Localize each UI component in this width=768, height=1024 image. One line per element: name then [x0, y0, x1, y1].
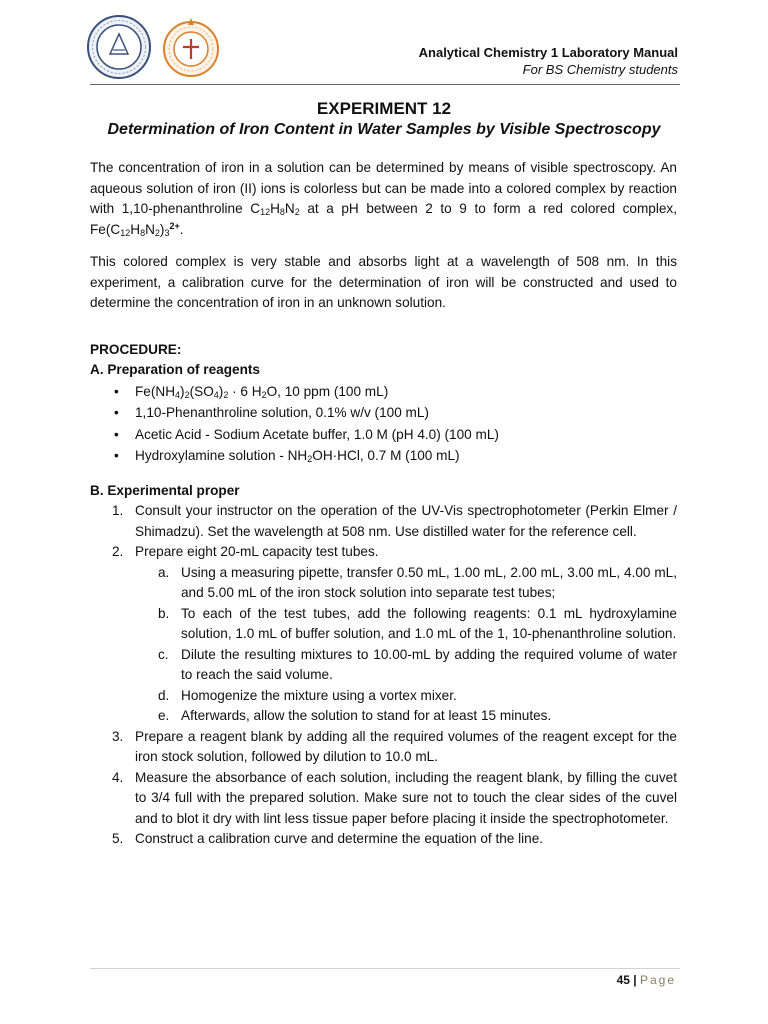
intro-paragraph-1: The concentration of iron in a solution can be determined by means of visible spectroscopy. An aqueous solution of iron (II) ions is colorless but can be made into a colored complex by reaction with 1,10-phenanthroline $C_{12}H_8N_2$ at a pH between 2 to 9 to form a red colored complex, $Fe(C_{12}H_8N_2)_3^{2+}$.	[90, 160, 677, 238]
list-item: e. Afterwards, allow the solution to stand for at least 15 minutes.	[158, 708, 552, 723]
intro-paragraph-2: This colored complex is very stable and absorbs light at a wavelength of 508 nm. In this experiment, a calibration curve for the determination of iron will be constructed and used to determine the concentration of iron in an unknown solution.	[90, 254, 677, 310]
list-item: b. To each of the test tubes, add the following reagents: 0.1 mL hydroxylamine solution, 1.0 mL of buffer solution, and 1.0 mL of the 1, 10-phenanthroline solution.	[158, 605, 677, 641]
list-item: • $Fe(NH_4)_2(SO_4)_2 \cdot 6$ $H_2O$, 10 ppm (100 mL)	[90, 381, 677, 403]
running-header	[419, 44, 678, 78]
list-item: • 1,10-Phenanthroline solution, 0.1% w/v (100 mL)	[90, 402, 677, 424]
footer-separator: |	[633, 973, 637, 987]
list-item: c. Dilute the resulting mixtures to 10.00-mL by adding the required volume of water to reach the said volume.	[158, 646, 677, 682]
college-seal-icon	[158, 14, 224, 80]
experiment-title: Determination of Iron Content in Water Samples by Visible Spectroscopy	[107, 121, 661, 138]
reagent-list	[90, 381, 677, 467]
header-logos	[86, 14, 224, 80]
list-item: • Hydroxylamine solution - $NH_2OH\cdot HCl$, 0.7 M (100 mL)	[90, 445, 677, 467]
page-label: Page	[639, 973, 676, 987]
section-b-heading: B. Experimental proper	[90, 482, 240, 498]
list-item: 2. Prepare eight 20-mL capacity test tubes. a. Using a measuring pipette, transfer 0.50 mL, 1.00 mL, 2.00 mL, 3.00 mL, 4.00 mL, and 5.00 mL of the iron stock solution into separate test tubes; b. To each of the test tubes, add the following reagents: 0.1 mL hydroxylamine solution, 1.0 mL of buffer solution, and 1.0 mL of the 1, 10-phenanthroline solution. c. Dilute the resulting mixtures to 10.00-mL by adding the required volume of water to reach the said volume. d. Homogenize the mixture using a vortex mixer. e. Afterwards, allow the solution to stand for at least 15 minutes.	[90, 542, 677, 727]
list-item: a. Using a measuring pipette, transfer 0.50 mL, 1.00 mL, 2.00 mL, 3.00 mL, 4.00 mL, and 5.00 mL of the iron stock solution into separate test tubes;	[158, 564, 677, 600]
manual-audience: For BS Chemistry students	[522, 62, 678, 77]
header-divider	[90, 84, 680, 85]
list-item: 3. Prepare a reagent blank by adding all the required volumes of the reagent except for the iron stock solution, followed by dilution to 10.0 mL.	[112, 728, 677, 764]
footer-divider	[90, 968, 680, 969]
experiment-number: EXPERIMENT 12	[316, 99, 452, 118]
university-seal-icon	[86, 14, 152, 80]
list-item: 4. Measure the absorbance of each solution, including the reagent blank, by filling the cuvet to 3/4 full with the prepared solution. Make sure not to touch the clear sides of the cuvel and to blot it dry with lint less tissue paper before placing it inside the spectrophotometer.	[112, 769, 677, 826]
list-item: 1. Consult your instructor on the operation of the UV-Vis spectrophotometer (Perkin Elmer / Shimadzu). Set the wavelength at 508 nm. Use distilled water for the reference cell.	[112, 503, 677, 539]
page-number: 45	[616, 973, 630, 987]
section-a-heading: A. Preparation of reagents	[90, 362, 260, 377]
manual-title: Analytical Chemistry 1 Laboratory Manual	[418, 45, 678, 60]
procedure-steps	[90, 501, 677, 850]
page-footer	[617, 973, 676, 987]
substep-list	[135, 563, 677, 727]
page-body	[90, 158, 677, 850]
procedure-heading: PROCEDURE:	[90, 341, 182, 357]
list-item: 5. Construct a calibration curve and determine the equation of the line.	[112, 831, 544, 846]
list-item: d. Homogenize the mixture using a vortex mixer.	[158, 687, 457, 703]
list-item: • Acetic Acid - Sodium Acetate buffer, 1.0 M (pH 4.0) (100 mL)	[90, 424, 677, 446]
